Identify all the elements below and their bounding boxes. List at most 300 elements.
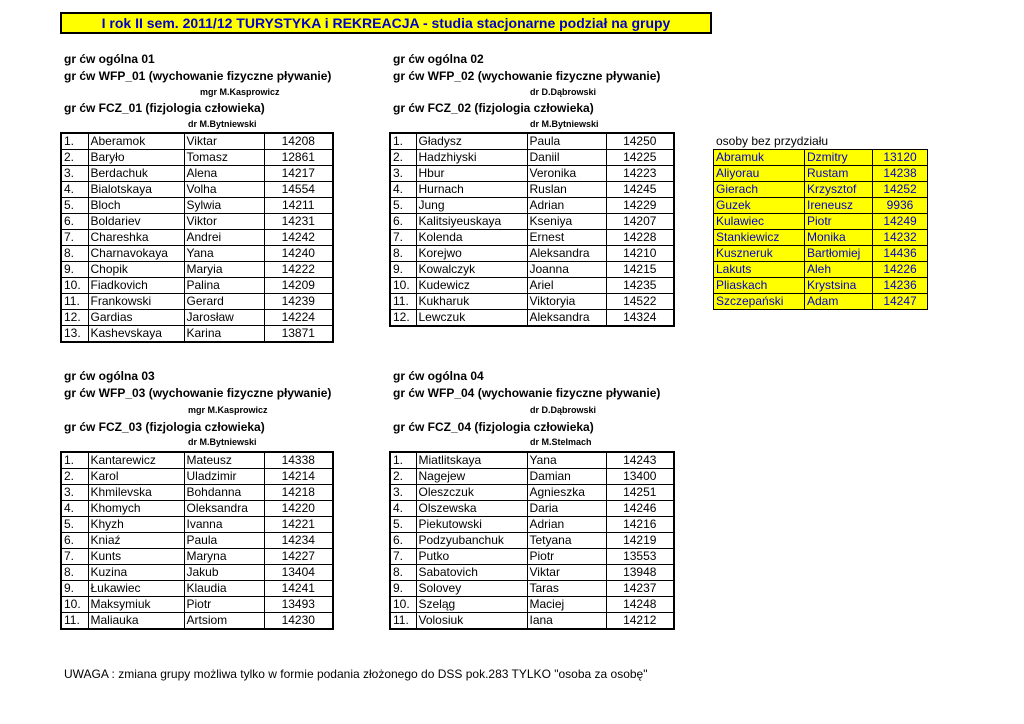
student-id: 14227 [264,549,333,565]
table-row [714,294,928,310]
first-name: Ruslan [527,182,606,198]
last-name: Kuzina [88,565,184,581]
student-id: 14210 [606,246,674,262]
first-name: Sylwia [184,198,264,214]
table-row [714,198,928,214]
table-row [390,230,674,246]
row-number: 10. [390,278,416,294]
first-name: Maryna [184,549,264,565]
table-row [390,581,674,597]
page-title: I rok II sem. 2011/12 TURYSTYKA i REKREACJA - studia stacjonarne podział na grupy [60,12,712,34]
student-id: 14324 [606,310,674,327]
last-name: Szczepański [714,294,805,310]
row-number: 2. [61,469,88,485]
group-02-wfp-label: gr ćw WFP_02 (wychowanie fizyczne pływanie) [393,69,661,83]
row-number: 3. [390,166,416,182]
first-name: Monika [805,230,873,246]
first-name: Mateusz [184,452,264,469]
group-03-general-label: gr ćw ogólna 03 [64,369,155,383]
table-row [714,262,928,278]
group-02-fcz-label: gr ćw FCZ_02 (fizjologia człowieka) [393,101,594,115]
student-id: 14232 [873,230,928,246]
table-row [61,182,333,198]
first-name: Bohdanna [184,485,264,501]
footer-note: UWAGA : zmiana grupy możliwa tylko w formie podania złożonego do DSS pok.283 TYLKO "osoba za osobę" [64,667,648,681]
row-number: 4. [61,182,88,198]
group-04-fcz-label: gr ćw FCZ_04 (fizjologia człowieka) [393,420,594,434]
table-row [390,262,674,278]
student-id: 14247 [873,294,928,310]
last-name: Kukharuk [416,294,527,310]
group-04-wfp-teacher: dr D.Dąbrowski [530,405,597,415]
table-row [390,485,674,501]
last-name: Frankowski [88,294,184,310]
last-name: Maksymiuk [88,597,184,613]
table-row [61,452,333,469]
table-row [714,214,928,230]
first-name: Maciej [527,597,606,613]
last-name: Nagejew [416,469,527,485]
last-name: Gardias [88,310,184,326]
student-id: 13493 [264,597,333,613]
last-name: Jung [416,198,527,214]
row-number: 8. [390,246,416,262]
last-name: Volosiuk [416,613,527,630]
first-name: Klaudia [184,581,264,597]
last-name: Sabatovich [416,565,527,581]
student-id: 14209 [264,278,333,294]
group-01-general-label: gr ćw ogólna 01 [64,52,155,66]
first-name: Aleksandra [527,246,606,262]
last-name: Podzyubanchuk [416,533,527,549]
row-number: 5. [390,517,416,533]
first-name: Adrian [527,517,606,533]
last-name: Aberamok [88,133,184,150]
row-number: 2. [61,150,88,166]
row-number: 7. [61,230,88,246]
last-name: Kulawiec [714,214,805,230]
table-row [61,294,333,310]
student-id: 14240 [264,246,333,262]
last-name: Kolenda [416,230,527,246]
group-02-general-label: gr ćw ogólna 02 [393,52,484,66]
row-number: 8. [61,565,88,581]
table-row [61,597,333,613]
table-row [714,230,928,246]
row-number: 7. [390,230,416,246]
student-id: 14211 [264,198,333,214]
table-row [714,150,928,166]
row-number: 9. [390,581,416,597]
last-name: Kalitsiyeuskaya [416,214,527,230]
first-name: Dzmitry [805,150,873,166]
first-name: Piotr [184,597,264,613]
table-row [61,150,333,166]
table-row [390,533,674,549]
first-name: Alena [184,166,264,182]
table-row [61,246,333,262]
table-row [390,452,674,469]
first-name: Paula [184,533,264,549]
last-name: Lewczuk [416,310,527,327]
table-row [61,565,333,581]
first-name: Andrei [184,230,264,246]
unassigned-label: osoby bez przydziału [716,134,829,148]
row-number: 4. [390,501,416,517]
first-name: Viktar [527,565,606,581]
student-id: 14230 [264,613,333,630]
row-number: 7. [390,549,416,565]
table-row [61,198,333,214]
group-01-wfp-label: gr ćw WFP_01 (wychowanie fizyczne pływanie) [64,69,332,83]
last-name: Kniaź [88,533,184,549]
last-name: Guzek [714,198,805,214]
last-name: Łukawiec [88,581,184,597]
unassigned-student-table [713,149,928,310]
first-name: Artsiom [184,613,264,630]
first-name: Daniil [527,150,606,166]
last-name: Aliyorau [714,166,805,182]
student-id: 14222 [264,262,333,278]
student-id: 14223 [606,166,674,182]
first-name: Oleksandra [184,501,264,517]
group-01-fcz-label: gr ćw FCZ_01 (fizjologia człowieka) [64,101,265,115]
table-row [390,294,674,310]
table-row [61,533,333,549]
first-name: Krystsina [805,278,873,294]
row-number: 11. [390,294,416,310]
last-name: Kantarewicz [88,452,184,469]
first-name: Rustam [805,166,873,182]
table-row [390,469,674,485]
group-03-fcz-label: gr ćw FCZ_03 (fizjologia człowieka) [64,420,265,434]
first-name: Veronika [527,166,606,182]
table-row [390,278,674,294]
first-name: Gerard [184,294,264,310]
table-row [61,485,333,501]
group-04-student-table [389,451,675,630]
last-name: Boldariev [88,214,184,230]
row-number: 8. [61,246,88,262]
row-number: 11. [390,613,416,630]
row-number: 6. [61,214,88,230]
student-id: 14225 [606,150,674,166]
student-id: 13553 [606,549,674,565]
table-row [61,262,333,278]
student-id: 14229 [606,198,674,214]
student-id: 14218 [264,485,333,501]
table-row [390,166,674,182]
table-row [390,246,674,262]
row-number: 11. [61,613,88,630]
group-01-wfp-teacher: mgr M.Kasprowicz [200,87,280,97]
row-number: 5. [61,517,88,533]
last-name: Kuszneruk [714,246,805,262]
table-row [61,469,333,485]
row-number: 3. [61,485,88,501]
student-id: 14212 [606,613,674,630]
last-name: Bloch [88,198,184,214]
first-name: Yana [184,246,264,262]
last-name: Berdachuk [88,166,184,182]
last-name: Karol [88,469,184,485]
row-number: 8. [390,565,416,581]
first-name: Ivanna [184,517,264,533]
student-id: 14241 [264,581,333,597]
row-number: 11. [61,294,88,310]
first-name: Agnieszka [527,485,606,501]
last-name: Pliaskach [714,278,805,294]
last-name: Lakuts [714,262,805,278]
first-name: Volha [184,182,264,198]
last-name: Szeląg [416,597,527,613]
last-name: Solovey [416,581,527,597]
first-name: Aleksandra [527,310,606,327]
group-03-wfp-teacher: mgr M.Kasprowicz [188,405,268,415]
row-number: 3. [390,485,416,501]
last-name: Piekutowski [416,517,527,533]
table-row [390,517,674,533]
student-id: 14231 [264,214,333,230]
table-row [61,501,333,517]
table-row [390,150,674,166]
table-row [61,326,333,343]
last-name: Maliauka [88,613,184,630]
last-name: Hadzhiyski [416,150,527,166]
student-id: 14522 [606,294,674,310]
table-row [390,198,674,214]
row-number: 2. [390,150,416,166]
first-name: Krzysztof [805,182,873,198]
student-id: 14554 [264,182,333,198]
row-number: 12. [61,310,88,326]
student-id: 14226 [873,262,928,278]
row-number: 1. [61,452,88,469]
table-row [390,565,674,581]
group-02-student-table [389,132,675,327]
table-row [61,517,333,533]
student-id: 14208 [264,133,333,150]
last-name: Oleszczuk [416,485,527,501]
first-name: Karina [184,326,264,343]
table-row [61,310,333,326]
last-name: Miatlitskaya [416,452,527,469]
table-row [390,214,674,230]
last-name: Khyzh [88,517,184,533]
first-name: Jakub [184,565,264,581]
student-id: 12861 [264,150,333,166]
student-id: 14219 [606,533,674,549]
table-row [61,581,333,597]
first-name: Ernest [527,230,606,246]
last-name: Kowalczyk [416,262,527,278]
student-id: 14436 [873,246,928,262]
student-id: 14245 [606,182,674,198]
student-id: 14252 [873,182,928,198]
last-name: Baryło [88,150,184,166]
table-row [390,182,674,198]
last-name: Hbur [416,166,527,182]
last-name: Kudewicz [416,278,527,294]
group-03-fcz-teacher: dr M.Bytniewski [188,437,257,447]
group-01-student-table [60,132,334,343]
row-number: 12. [390,310,416,327]
table-row [61,230,333,246]
table-row [714,166,928,182]
first-name: Paula [527,133,606,150]
table-row [61,133,333,150]
last-name: Stankiewicz [714,230,805,246]
last-name: Gładysz [416,133,527,150]
student-id: 13404 [264,565,333,581]
last-name: Khmilevska [88,485,184,501]
row-number: 13. [61,326,88,343]
student-id: 14214 [264,469,333,485]
student-id: 9936 [873,198,928,214]
table-row [61,278,333,294]
group-04-general-label: gr ćw ogólna 04 [393,369,484,383]
row-number: 10. [61,278,88,294]
student-id: 14250 [606,133,674,150]
table-row [390,597,674,613]
group-03-wfp-label: gr ćw WFP_03 (wychowanie fizyczne pływanie) [64,386,332,400]
row-number: 6. [61,533,88,549]
row-number: 4. [390,182,416,198]
table-row [61,549,333,565]
table-row [714,278,928,294]
last-name: Chareshka [88,230,184,246]
group-02-fcz-teacher: dr M.Bytniewski [530,119,599,129]
row-number: 5. [61,198,88,214]
first-name: Iana [527,613,606,630]
row-number: 10. [61,597,88,613]
last-name: Olszewska [416,501,527,517]
student-id: 14248 [606,597,674,613]
last-name: Chopik [88,262,184,278]
first-name: Yana [527,452,606,469]
student-id: 14221 [264,517,333,533]
student-id: 14239 [264,294,333,310]
row-number: 1. [390,133,416,150]
last-name: Charnavokaya [88,246,184,262]
table-row [714,182,928,198]
student-id: 14238 [873,166,928,182]
first-name: Viktar [184,133,264,150]
last-name: Gierach [714,182,805,198]
table-row [714,246,928,262]
first-name: Adrian [527,198,606,214]
student-id: 13871 [264,326,333,343]
group-01-fcz-teacher: dr M.Bytniewski [188,119,257,129]
row-number: 4. [61,501,88,517]
first-name: Bartłomiej [805,246,873,262]
row-number: 9. [390,262,416,278]
row-number: 1. [61,133,88,150]
first-name: Taras [527,581,606,597]
student-id: 13948 [606,565,674,581]
student-id: 14228 [606,230,674,246]
first-name: Ireneusz [805,198,873,214]
student-id: 14234 [264,533,333,549]
first-name: Tomasz [184,150,264,166]
table-row [390,133,674,150]
student-id: 14249 [873,214,928,230]
student-id: 14237 [606,581,674,597]
first-name: Jarosław [184,310,264,326]
group-02-wfp-teacher: dr D.Dąbrowski [530,87,597,97]
student-id: 14216 [606,517,674,533]
student-id: 14217 [264,166,333,182]
first-name: Palina [184,278,264,294]
last-name: Bialotskaya [88,182,184,198]
student-id: 14236 [873,278,928,294]
student-id: 14338 [264,452,333,469]
first-name: Piotr [527,549,606,565]
last-name: Fiadkovich [88,278,184,294]
table-row [61,166,333,182]
first-name: Adam [805,294,873,310]
row-number: 5. [390,198,416,214]
first-name: Viktor [184,214,264,230]
last-name: Kashevskaya [88,326,184,343]
student-id: 14242 [264,230,333,246]
first-name: Aleh [805,262,873,278]
group-04-wfp-label: gr ćw WFP_04 (wychowanie fizyczne pływanie) [393,386,661,400]
first-name: Joanna [527,262,606,278]
first-name: Daria [527,501,606,517]
student-id: 14215 [606,262,674,278]
group-04-fcz-teacher: dr M.Stelmach [530,437,592,447]
first-name: Kseniya [527,214,606,230]
table-row [61,613,333,630]
first-name: Piotr [805,214,873,230]
row-number: 9. [61,262,88,278]
row-number: 6. [390,214,416,230]
row-number: 3. [61,166,88,182]
row-number: 10. [390,597,416,613]
first-name: Ariel [527,278,606,294]
first-name: Maryia [184,262,264,278]
last-name: Khomych [88,501,184,517]
first-name: Viktoryia [527,294,606,310]
table-row [390,310,674,327]
group-03-student-table [60,451,334,630]
student-id: 14235 [606,278,674,294]
table-row [390,549,674,565]
student-id: 14243 [606,452,674,469]
row-number: 7. [61,549,88,565]
table-row [61,214,333,230]
student-id: 14251 [606,485,674,501]
student-id: 14220 [264,501,333,517]
student-id: 14224 [264,310,333,326]
last-name: Abramuk [714,150,805,166]
first-name: Uladzimir [184,469,264,485]
last-name: Korejwo [416,246,527,262]
last-name: Hurnach [416,182,527,198]
last-name: Putko [416,549,527,565]
table-row [390,613,674,630]
row-number: 9. [61,581,88,597]
first-name: Damian [527,469,606,485]
row-number: 6. [390,533,416,549]
student-id: 13120 [873,150,928,166]
table-row [390,501,674,517]
student-id: 13400 [606,469,674,485]
student-id: 14246 [606,501,674,517]
row-number: 1. [390,452,416,469]
student-id: 14207 [606,214,674,230]
